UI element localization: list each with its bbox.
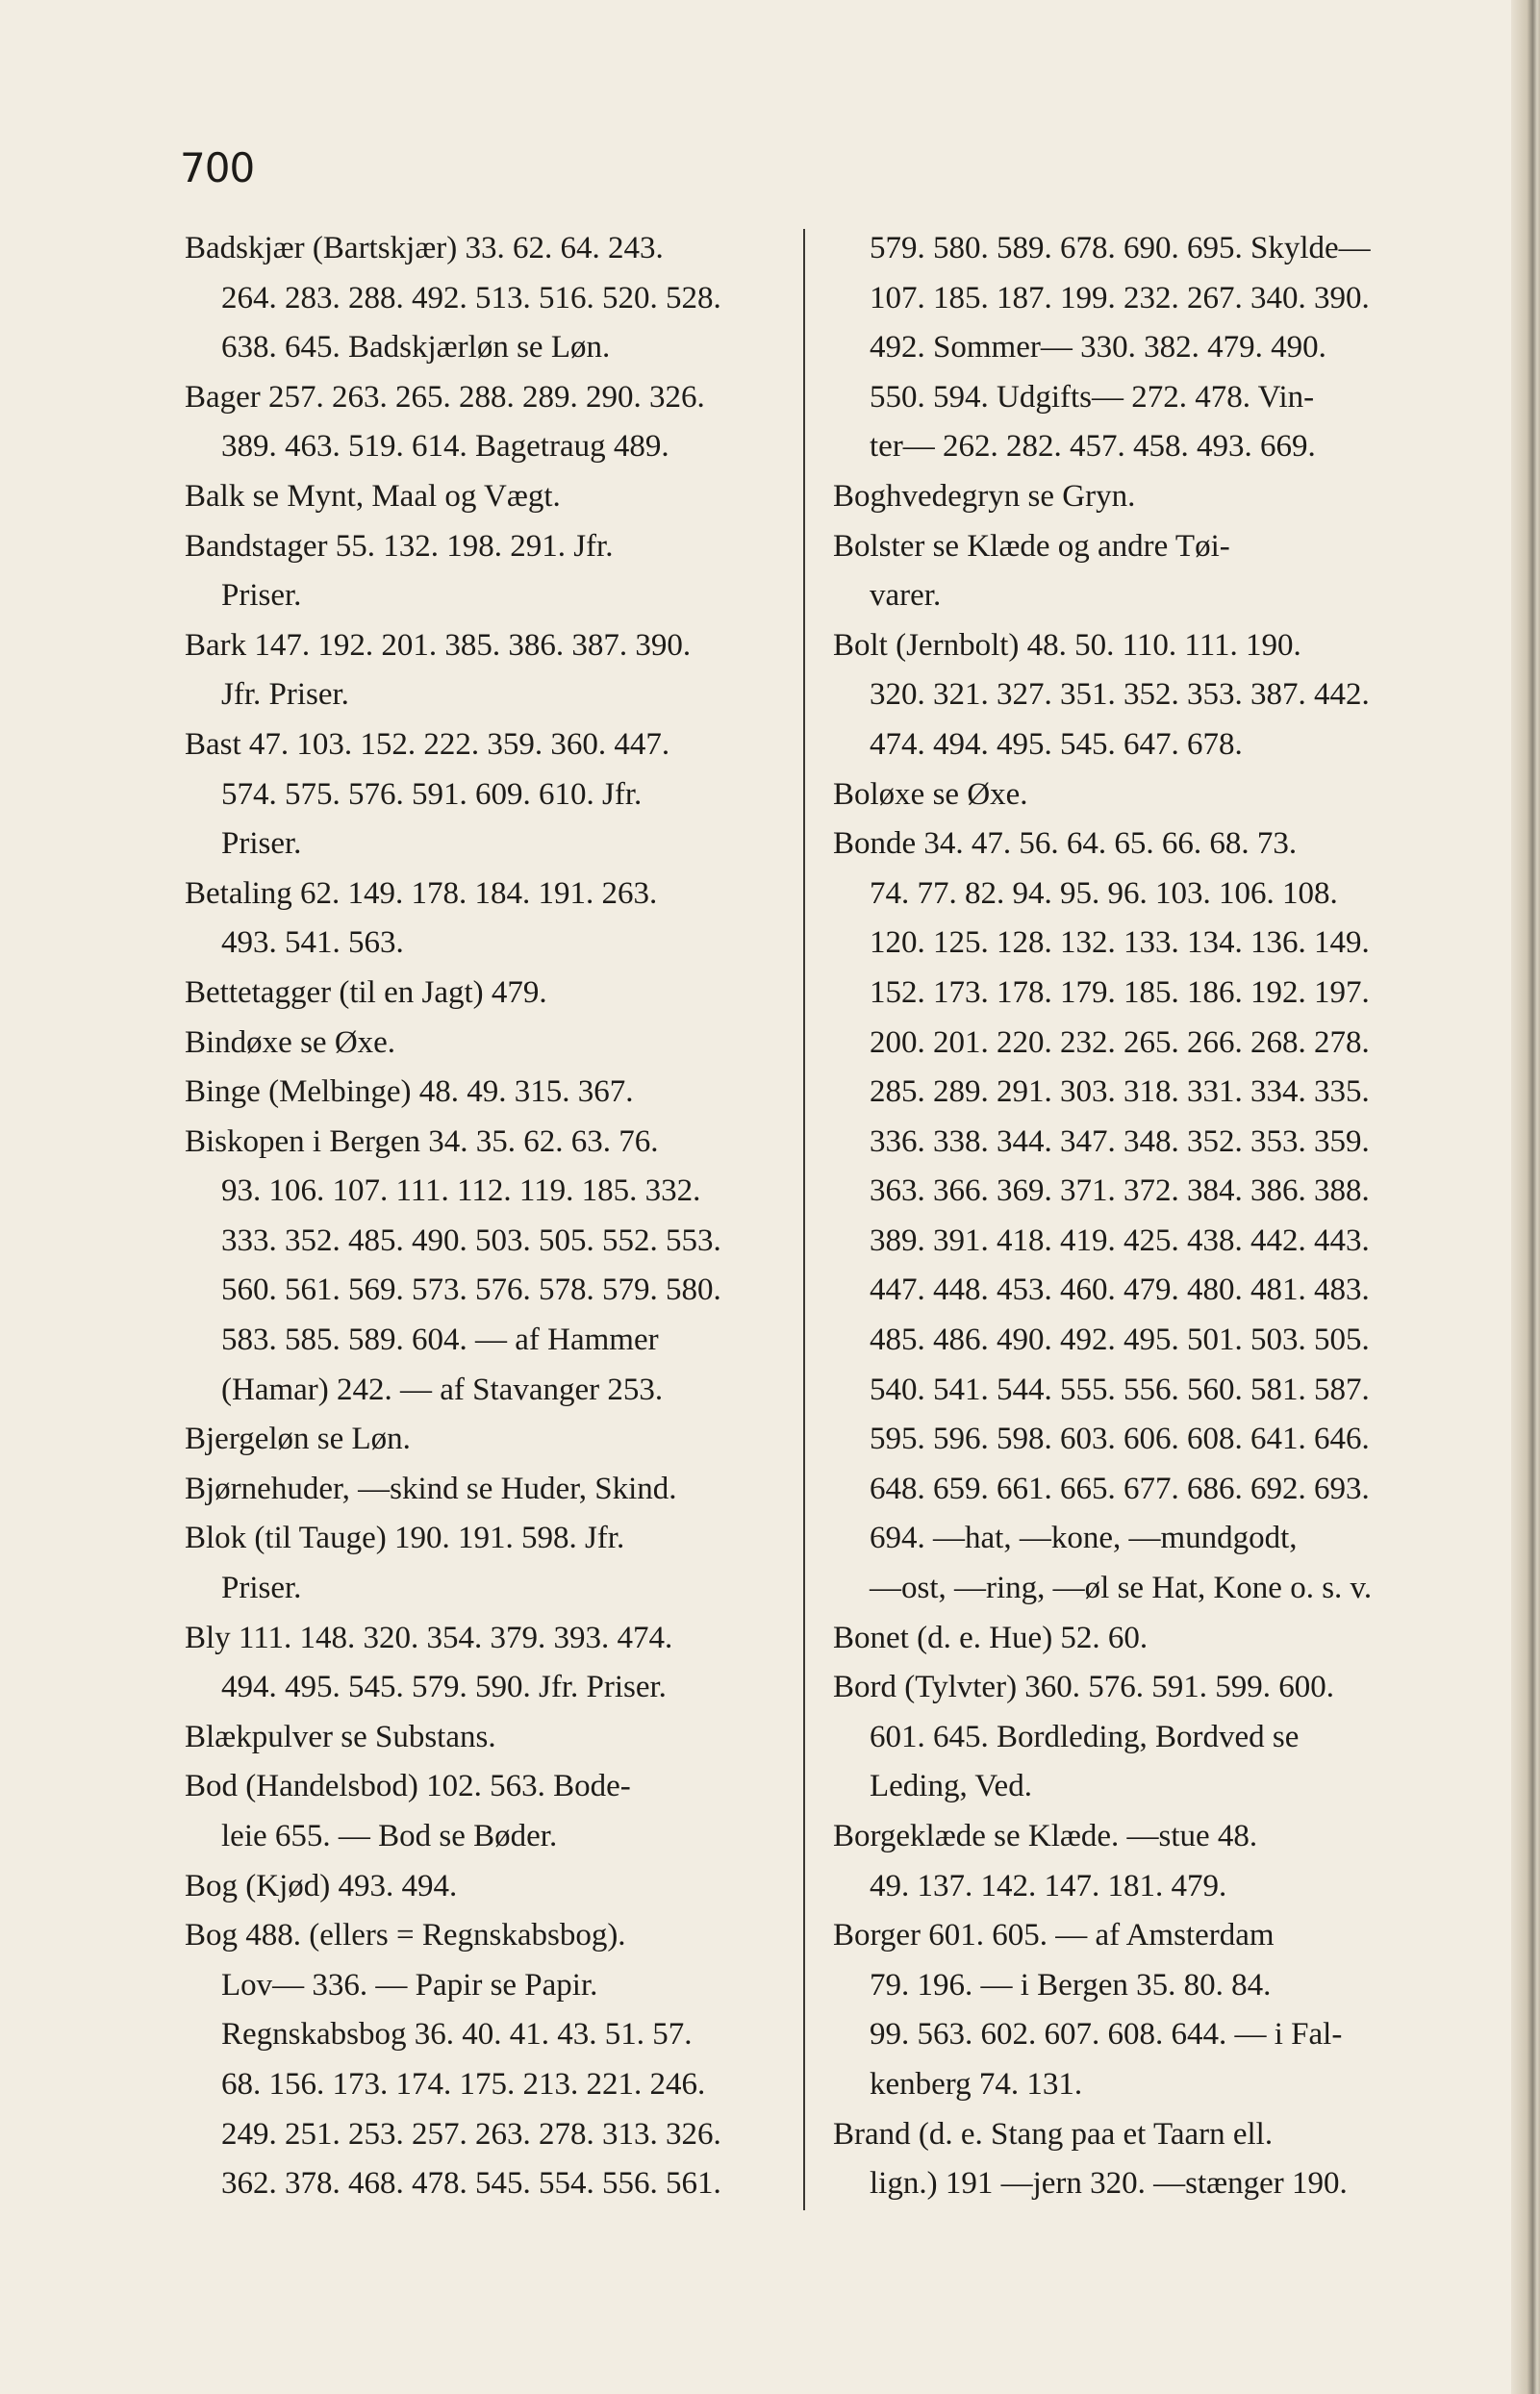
index-entry-continuation: 152. 173. 178. 179. 185. 186. 192. 197. xyxy=(870,974,1370,1010)
index-entry-continuation: Leding, Ved. xyxy=(870,1769,1032,1804)
index-entry-continuation: 99. 563. 602. 607. 608. 644. — i Fal- xyxy=(870,2017,1343,2053)
column-divider xyxy=(803,229,805,2210)
index-entry-continuation: 68. 156. 173. 174. 175. 213. 221. 246. xyxy=(221,2066,706,2102)
index-entry-continuation: 492. Sommer— 330. 382. 479. 490. xyxy=(870,330,1326,365)
index-entry: Boløxe se Øxe. xyxy=(833,776,1028,812)
index-entry-continuation: Priser. xyxy=(221,578,302,614)
index-entry: Brand (d. e. Stang paa et Taarn ell. xyxy=(833,2116,1274,2152)
index-entry-continuation: 494. 495. 545. 579. 590. Jfr. Priser. xyxy=(221,1670,667,1705)
index-entry-continuation: 595. 596. 598. 603. 606. 608. 641. 646. xyxy=(870,1422,1370,1457)
index-entry-continuation: 560. 561. 569. 573. 576. 578. 579. 580. xyxy=(221,1273,721,1308)
index-entry-continuation: 579. 580. 589. 678. 690. 695. Skylde— xyxy=(870,231,1371,265)
book-binding-edge xyxy=(1511,0,1540,2394)
index-entry: Bly 111. 148. 320. 354. 379. 393. 474. xyxy=(185,1620,673,1655)
index-entry: Binge (Melbinge) 48. 49. 315. 367. xyxy=(185,1074,634,1110)
index-entry: Bog (Kjød) 493. 494. xyxy=(185,1868,458,1903)
index-entry-continuation: 264. 283. 288. 492. 513. 516. 520. 528. xyxy=(221,280,721,315)
index-entry: Bolt (Jernbolt) 48. 50. 110. 111. 190. xyxy=(833,627,1301,663)
index-entry-continuation: Priser. xyxy=(221,826,302,862)
index-entry: Bast 47. 103. 152. 222. 359. 360. 447. xyxy=(185,726,670,762)
index-entry-continuation: 574. 575. 576. 591. 609. 610. Jfr. xyxy=(221,776,643,812)
index-entry-continuation: 363. 366. 369. 371. 372. 384. 386. 388. xyxy=(870,1173,1370,1209)
index-entry: Betaling 62. 149. 178. 184. 191. 263. xyxy=(185,875,658,911)
index-entry: Balk se Mynt, Maal og Vægt. xyxy=(185,478,561,514)
index-entry-continuation: 601. 645. Bordleding, Bordved se xyxy=(870,1719,1300,1754)
index-entry-continuation: 79. 196. — i Bergen 35. 80. 84. xyxy=(870,1967,1272,2003)
index-entry-continuation: 49. 137. 142. 147. 181. 479. xyxy=(870,1868,1227,1903)
index-entry: Bod (Handelsbod) 102. 563. Bode- xyxy=(185,1769,631,1804)
index-entry-continuation: Jfr. Priser. xyxy=(221,677,349,713)
index-entry-continuation: 638. 645. Badskjærløn se Løn. xyxy=(221,330,611,365)
index-entry-continuation: 333. 352. 485. 490. 503. 505. 552. 553. xyxy=(221,1222,721,1258)
index-entry-continuation: 583. 585. 589. 604. — af Hammer xyxy=(221,1323,659,1358)
index-entry-continuation: 389. 463. 519. 614. Bagetraug 489. xyxy=(221,429,669,465)
index-entry-continuation: 648. 659. 661. 665. 677. 686. 692. 693. xyxy=(870,1471,1370,1506)
index-entry: Blok (til Tauge) 190. 191. 598. Jfr. xyxy=(185,1521,625,1556)
index-entry: Borgeklæde se Klæde. —stue 48. xyxy=(833,1819,1258,1853)
index-entry: Bettetagger (til en Jagt) 479. xyxy=(185,974,547,1010)
index-entry-continuation: 550. 594. Udgifts— 272. 478. Vin- xyxy=(870,379,1315,415)
index-entry: Bonde 34. 47. 56. 64. 65. 66. 68. 73. xyxy=(833,826,1298,862)
index-entry-continuation: 694. —hat, —kone, —mundgodt, xyxy=(870,1521,1298,1556)
index-entry-continuation: 540. 541. 544. 555. 556. 560. 581. 587. xyxy=(870,1372,1370,1407)
page-number: 700 xyxy=(180,144,255,191)
index-entry: Biskopen i Bergen 34. 35. 62. 63. 76. xyxy=(185,1123,659,1159)
index-entry: Bindøxe se Øxe. xyxy=(185,1024,396,1060)
index-entry-continuation: 389. 391. 418. 419. 425. 438. 442. 443. xyxy=(870,1222,1370,1258)
index-entry: Bog 488. (ellers = Regnskabsbog). xyxy=(185,1918,626,1953)
index-entry-continuation: 285. 289. 291. 303. 318. 331. 334. 335. xyxy=(870,1074,1370,1110)
index-entry-continuation: 485. 486. 490. 492. 495. 501. 503. 505. xyxy=(870,1323,1370,1358)
index-entry: Boghvedegryn se Gryn. xyxy=(833,478,1136,514)
index-entry: Bandstager 55. 132. 198. 291. Jfr. xyxy=(185,528,614,564)
index-entry-continuation: varer. xyxy=(870,578,942,614)
index-entry-continuation: 93. 106. 107. 111. 112. 119. 185. 332. xyxy=(221,1173,701,1209)
index-entry-continuation: 474. 494. 495. 545. 647. 678. xyxy=(870,726,1243,762)
index-entry: Badskjær (Bartskjær) 33. 62. 64. 243. xyxy=(185,231,664,265)
index-entry-continuation: Lov— 336. — Papir se Papir. xyxy=(221,1967,598,2003)
index-entry: Bager 257. 263. 265. 288. 289. 290. 326. xyxy=(185,379,705,415)
index-entry-continuation: 447. 448. 453. 460. 479. 480. 481. 483. xyxy=(870,1273,1370,1308)
index-entry-continuation: 249. 251. 253. 257. 263. 278. 313. 326. xyxy=(221,2116,721,2152)
index-entry: Bjørnehuder, —skind se Huder, Skind. xyxy=(185,1471,677,1506)
index-entry-continuation: 362. 378. 468. 478. 545. 554. 556. 561. xyxy=(221,2166,721,2202)
index-entry: Bord (Tylvter) 360. 576. 591. 599. 600. xyxy=(833,1670,1335,1705)
index-entry-continuation: ter— 262. 282. 457. 458. 493. 669. xyxy=(870,429,1316,465)
index-entry-continuation: leie 655. — Bod se Bøder. xyxy=(221,1819,558,1853)
index-entry: Bark 147. 192. 201. 385. 386. 387. 390. xyxy=(185,627,692,663)
index-column-left xyxy=(185,224,781,2209)
index-entry-continuation: 120. 125. 128. 132. 133. 134. 136. 149. xyxy=(870,925,1370,961)
index-entry: Bolster se Klæde og andre Tøi- xyxy=(833,528,1230,564)
index-entry-continuation: 320. 321. 327. 351. 352. 353. 387. 442. xyxy=(870,677,1370,713)
index-entry-continuation: kenberg 74. 131. xyxy=(870,2066,1083,2102)
index-entry-continuation: Priser. xyxy=(221,1571,302,1606)
index-entry-continuation: (Hamar) 242. — af Stavanger 253. xyxy=(221,1372,664,1407)
index-entry-continuation: 74. 77. 82. 94. 95. 96. 103. 106. 108. xyxy=(870,875,1338,911)
index-entry-continuation: Regnskabsbog 36. 40. 41. 43. 51. 57. xyxy=(221,2017,693,2053)
index-entry-continuation: 107. 185. 187. 199. 232. 267. 340. 390. xyxy=(870,280,1370,315)
index-entry-continuation: 493. 541. 563. xyxy=(221,925,404,961)
index-entry-continuation: 200. 201. 220. 232. 265. 266. 268. 278. xyxy=(870,1024,1370,1060)
index-entry: Borger 601. 605. — af Amsterdam xyxy=(833,1918,1275,1953)
index-entry-continuation: —ost, —ring, —øl se Hat, Kone o. s. v. xyxy=(870,1571,1373,1606)
index-column-right xyxy=(833,224,1429,2209)
index-entry-continuation: 336. 338. 344. 347. 348. 352. 353. 359. xyxy=(870,1123,1370,1159)
index-entry: Bonet (d. e. Hue) 52. 60. xyxy=(833,1620,1149,1655)
index-entry: Blækpulver se Substans. xyxy=(185,1719,496,1754)
index-entry: Bjergeløn se Løn. xyxy=(185,1422,411,1457)
index-entry-continuation: lign.) 191 —jern 320. —stænger 190. xyxy=(870,2166,1348,2202)
